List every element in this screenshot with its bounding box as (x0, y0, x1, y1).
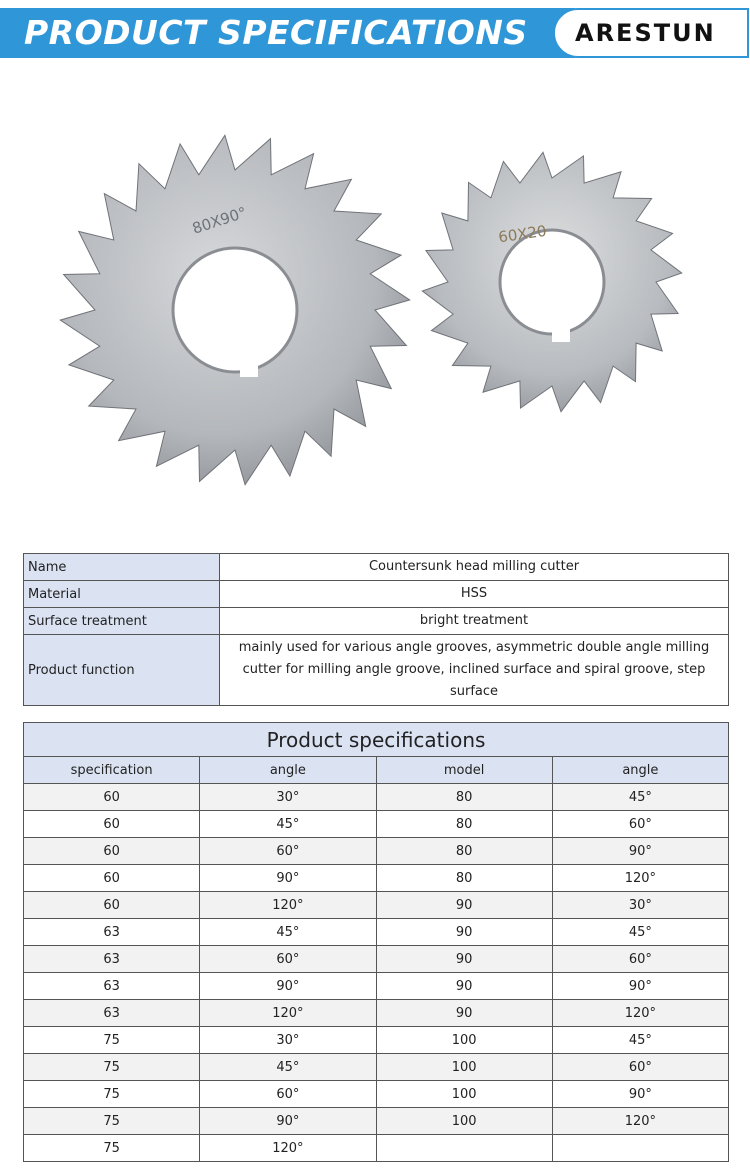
cell-specification: 75 (24, 1081, 200, 1108)
column-header-angle-2: angle (552, 757, 728, 784)
cell-angle-2: 120° (552, 1000, 728, 1027)
cell-angle: 45° (200, 1054, 376, 1081)
product-info-table (23, 553, 729, 706)
table-row (24, 892, 729, 919)
cell-specification: 60 (24, 811, 200, 838)
info-value-product-function: mainly used for various angle grooves, asymmetric double angle milling cutter for milling angle groove, inclined surface and spiral groove, step surface (220, 635, 729, 706)
cell-angle: 120° (200, 1135, 376, 1162)
cell-model: 80 (376, 811, 552, 838)
cell-angle: 60° (200, 946, 376, 973)
table-row (24, 784, 729, 811)
cell-specification: 63 (24, 973, 200, 1000)
page-title: PRODUCT SPECIFICATIONS (24, 13, 528, 52)
cell-specification: 63 (24, 946, 200, 973)
info-label-surface-treatment: Surface treatment (24, 608, 220, 635)
table-row (24, 811, 729, 838)
table-row (24, 554, 729, 581)
cell-angle: 30° (200, 784, 376, 811)
cell-model: 80 (376, 784, 552, 811)
page-header (0, 8, 750, 58)
info-label-material: Material (24, 581, 220, 608)
cell-specification: 75 (24, 1135, 200, 1162)
cell-angle-2: 60° (552, 1054, 728, 1081)
cell-model (376, 1135, 552, 1162)
cell-model: 100 (376, 1027, 552, 1054)
cell-angle-2: 60° (552, 811, 728, 838)
column-header-model: model (376, 757, 552, 784)
cell-model: 100 (376, 1081, 552, 1108)
small-cutter-marking: 60X20 (497, 221, 548, 247)
info-value-name: Countersunk head milling cutter (220, 554, 729, 581)
cell-angle-2: 120° (552, 1108, 728, 1135)
cell-angle: 60° (200, 1081, 376, 1108)
table-row (24, 865, 729, 892)
cell-specification: 75 (24, 1027, 200, 1054)
table-row (24, 1081, 729, 1108)
cell-angle: 90° (200, 1108, 376, 1135)
cell-angle-2: 60° (552, 946, 728, 973)
cell-specification: 60 (24, 784, 200, 811)
cell-model: 80 (376, 838, 552, 865)
spec-table-header-row (24, 757, 729, 784)
cell-angle-2: 45° (552, 1027, 728, 1054)
cell-angle-2: 30° (552, 892, 728, 919)
cell-angle-2 (552, 1135, 728, 1162)
table-row (24, 1054, 729, 1081)
cell-angle: 120° (200, 1000, 376, 1027)
cell-angle: 30° (200, 1027, 376, 1054)
cell-specification: 60 (24, 892, 200, 919)
table-row (24, 973, 729, 1000)
info-value-surface-treatment: bright treatment (220, 608, 729, 635)
cell-angle: 90° (200, 973, 376, 1000)
product-photo (40, 120, 720, 500)
info-label-name: Name (24, 554, 220, 581)
cell-angle-2: 45° (552, 919, 728, 946)
cell-model: 80 (376, 865, 552, 892)
cell-angle: 90° (200, 865, 376, 892)
cell-angle-2: 120° (552, 865, 728, 892)
spec-table-title-row (24, 723, 729, 757)
cell-model: 90 (376, 919, 552, 946)
table-row (24, 919, 729, 946)
cell-model: 90 (376, 1000, 552, 1027)
large-cutter (60, 135, 409, 484)
cell-model: 100 (376, 1054, 552, 1081)
table-row (24, 581, 729, 608)
table-row (24, 946, 729, 973)
cell-angle: 45° (200, 919, 376, 946)
spec-table-title: Product specifications (24, 723, 729, 757)
info-value-material: HSS (220, 581, 729, 608)
cell-specification: 63 (24, 1000, 200, 1027)
table-row (24, 1135, 729, 1162)
column-header-specification: specification (24, 757, 200, 784)
cell-specification: 63 (24, 919, 200, 946)
brand-logo (553, 8, 749, 58)
brand-name: ARESTUN (575, 19, 716, 47)
cell-angle: 120° (200, 892, 376, 919)
cell-model: 100 (376, 1108, 552, 1135)
cell-angle-2: 90° (552, 973, 728, 1000)
cell-angle-2: 90° (552, 1081, 728, 1108)
cell-angle-2: 45° (552, 784, 728, 811)
cell-specification: 60 (24, 865, 200, 892)
spec-table (23, 722, 729, 1162)
table-row (24, 1000, 729, 1027)
small-cutter (422, 152, 681, 411)
cell-model: 90 (376, 946, 552, 973)
large-cutter-marking: 80X90° (190, 203, 249, 238)
table-row (24, 838, 729, 865)
cell-model: 90 (376, 892, 552, 919)
cell-angle: 60° (200, 838, 376, 865)
table-row (24, 1108, 729, 1135)
cell-angle: 45° (200, 811, 376, 838)
column-header-angle: angle (200, 757, 376, 784)
cell-specification: 75 (24, 1054, 200, 1081)
table-row (24, 1027, 729, 1054)
table-row (24, 635, 729, 706)
info-label-product-function: Product function (24, 635, 220, 706)
cell-specification: 60 (24, 838, 200, 865)
cell-model: 90 (376, 973, 552, 1000)
cell-angle-2: 90° (552, 838, 728, 865)
cell-specification: 75 (24, 1108, 200, 1135)
table-row (24, 608, 729, 635)
